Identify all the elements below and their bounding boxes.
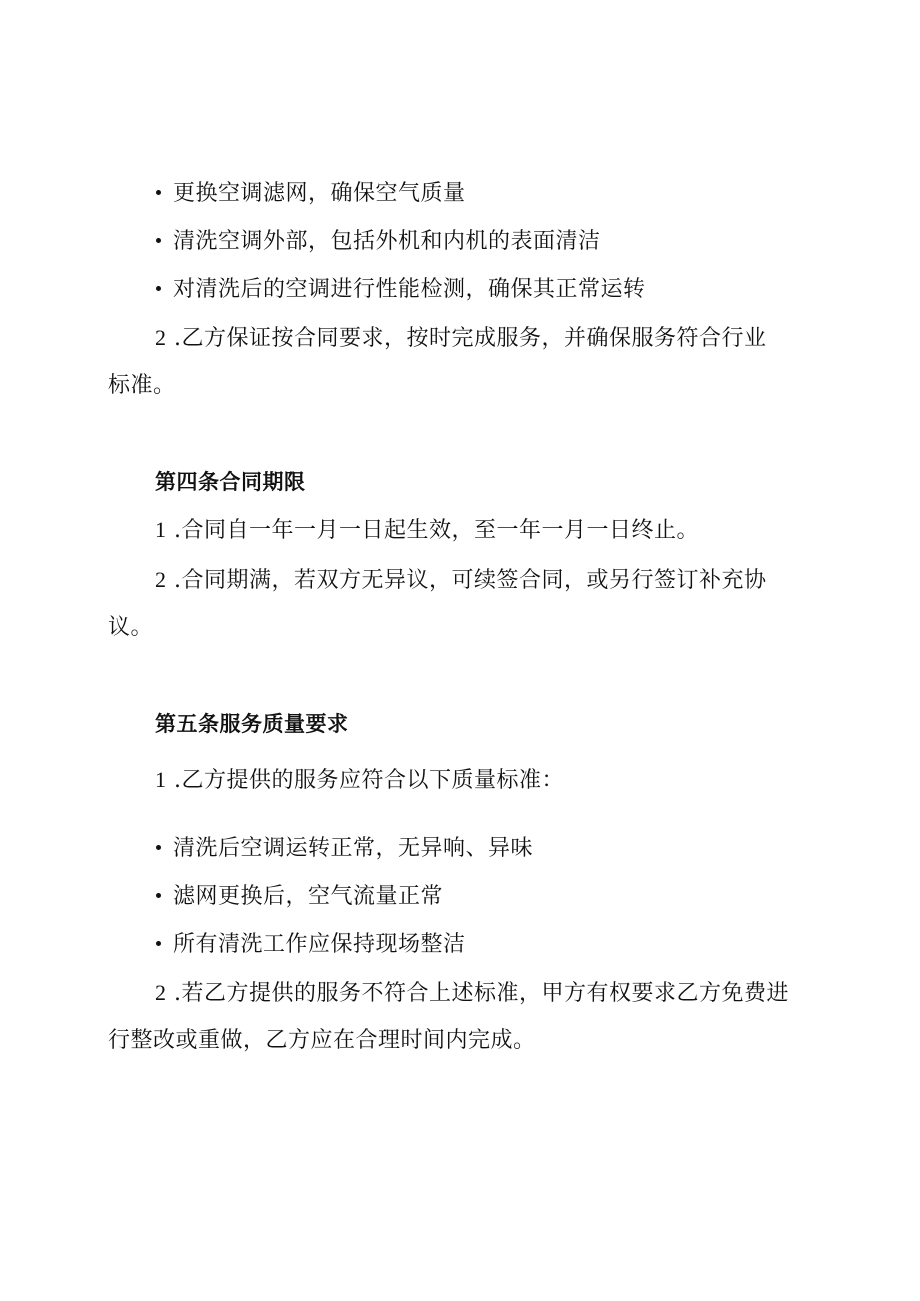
numbered-item [155,765,564,796]
bullet-item [156,275,646,305]
bullet-text: 更换空调滤网，确保空气质量 [173,181,466,206]
item-continuation: 标准。 [108,373,176,398]
bullet-dot-icon [156,893,161,898]
bullet-item [156,882,443,912]
item-text: .乙方提供的服务应符合以下质量标准： [174,768,564,793]
bullet-dot-icon [156,845,161,850]
item-number: 2 [155,567,167,592]
item-number: 2 [155,325,167,350]
item-text: .合同自一年一月一日起生效，至一年一月一日终止。 [174,518,699,543]
bullet-text: 清洗空调外部，包括外机和内机的表面清洁 [173,229,601,254]
bullet-item [156,930,466,960]
bullet-item [156,227,601,257]
numbered-item [155,565,767,596]
article-5-title: 第五条服务质量要求 [155,712,349,736]
bullet-dot-icon [156,286,161,291]
item-text: .合同期满，若双方无异议，可续签合同，或另行签订补充协 [174,568,767,593]
item-number: 2 [155,980,167,1005]
bullet-item [156,834,533,864]
bullet-text: 所有清洗工作应保持现场整洁 [173,932,466,957]
bullet-dot-icon [156,941,161,946]
bullet-text: 滤网更换后，空气流量正常 [173,884,444,909]
item-continuation: 行整改或重做，乙方应在合理时间内完成。 [108,1028,536,1053]
bullet-dot-icon [156,238,161,243]
bullet-item [156,179,466,209]
numbered-item [155,978,789,1009]
bullet-text: 清洗后空调运转正常，无异响、异味 [173,836,534,861]
item-continuation: 议。 [108,615,154,640]
bullet-dot-icon [156,190,161,195]
item-number: 1 [155,767,167,792]
article-4-title: 第四条合同期限 [155,470,306,494]
item-text: .乙方保证按合同要求，按时完成服务，并确保服务符合行业 [174,326,767,351]
bullet-text: 对清洗后的空调进行性能检测，确保其正常运转 [173,277,646,302]
item-text: .若乙方提供的服务不符合上述标准，甲方有权要求乙方免费进 [174,981,789,1006]
item-number: 1 [155,517,167,542]
numbered-item [155,515,699,546]
numbered-item [155,323,767,354]
